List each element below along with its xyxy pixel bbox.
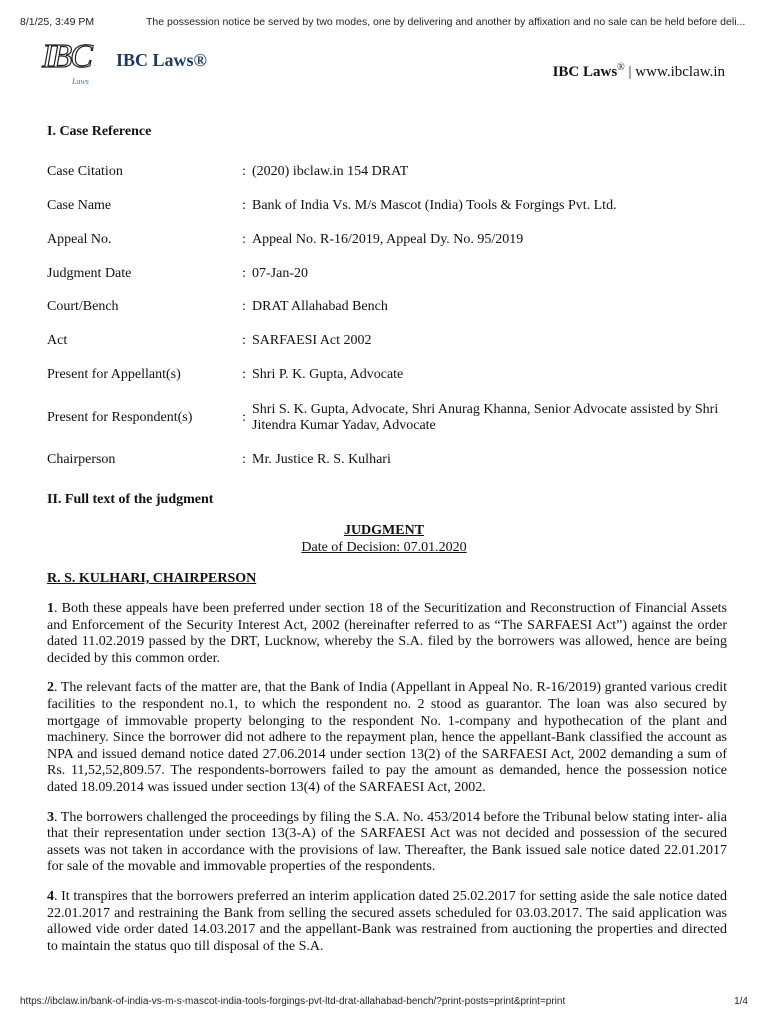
case-reference-row — [47, 452, 737, 468]
logo-name: IBC Laws® — [116, 50, 207, 70]
row-colon: : — [242, 232, 246, 247]
row-colon: : — [242, 198, 246, 213]
section-heading-case-reference: I. Case Reference — [47, 124, 152, 139]
row-colon: : — [242, 452, 246, 467]
row-label: Chairperson — [47, 452, 116, 467]
row-label: Judgment Date — [47, 266, 132, 281]
row-label: Court/Bench — [47, 299, 119, 314]
para-text: . It transpires that the borrowers preferred an interim application dated 25.02.2017 for setting aside the sale notice dated 22.01.2017 and restraining the Bank from selling the secured assets scheduled for 03.03.2017. The said application was allowed vide order dated 14.03.2017 and the appellant-Bank was restrained from auctioning the properties and directed to maintain the status quo till disposal of the S.A. — [47, 888, 727, 954]
decision-date: Date of Decision: 07.01.2020 — [301, 540, 467, 555]
para-text: . The relevant facts of the matter are, that the Bank of India (Appellant in Appeal No. R-16/2019) granted various credit facilities to the respondent no.1, to which the respondent no. 2 stood as guarantor. The loan was also secured by mortgage of immovable property belonging to the respondent No. 1-company and hypothecation of the plant and machinery. Since the borrower did not adhere to the repayment plan, hence the appellant-Bank classified the account as NPA and issued demand notice dated 27.06.2014 under section 13(2) of the SARFAESI Act, 2002 demanding a sum of Rs. 11,52,52,809.57. The respondents-borrowers failed to pay the amount as demanded, hence the possession notice dated 18.09.2014 was issued under section 13(4) of the SARFAESI Act, 2002. — [47, 680, 727, 795]
para-num: 3 — [47, 809, 54, 825]
case-reference-row — [47, 198, 737, 214]
paragraph-1 — [47, 601, 727, 667]
case-reference-row — [47, 333, 737, 349]
case-reference-row — [47, 401, 737, 435]
row-value: Shri P. K. Gupta, Advocate — [252, 367, 404, 382]
row-value: Shri S. K. Gupta, Advocate, Shri Anurag Khanna, Senior Advocate assisted by Shri Jitendra Kumar Yadav, Advocate — [252, 402, 719, 433]
section-heading-full-text: II. Full text of the judgment — [47, 492, 214, 507]
row-value: 07-Jan-20 — [252, 266, 308, 281]
author-heading: R. S. KULHARI, CHAIRPERSON — [47, 571, 257, 586]
site-brand — [553, 62, 725, 81]
row-value: Appeal No. R-16/2019, Appeal Dy. No. 95/2019 — [252, 232, 524, 247]
paragraph-3 — [47, 810, 727, 876]
row-label: Act — [47, 333, 68, 348]
para-num: 2 — [47, 680, 54, 696]
site-brand-name: IBC Laws — [552, 64, 618, 80]
case-reference-row — [47, 299, 737, 315]
row-value: DRAT Allahabad Bench — [252, 299, 388, 314]
footer-url: https://ibclaw.in/bank-of-india-vs-m-s-mascot-india-tools-forgings-pvt-ltd-drat-allahabad-bench/?print-posts=print&print=print — [20, 996, 566, 1007]
row-colon: : — [242, 164, 246, 179]
case-reference-row — [47, 164, 737, 180]
row-label: Appeal No. — [47, 232, 112, 247]
row-colon: : — [242, 299, 246, 314]
row-label: Present for Appellant(s) — [47, 367, 181, 382]
ibc-laws-logo — [42, 40, 212, 90]
row-value: (2020) ibclaw.in 154 DRAT — [252, 164, 409, 179]
reg-mark: ® — [617, 62, 625, 73]
para-text: . The borrowers challenged the proceedings by filing the S.A. No. 453/2014 before the Tribunal below stating inter- alia that their representation under section 13(3-A) of the SARFAESI Act was not decided and possession of the secured assets was not taken in accordance with the provisions of law. Thereafter, the Bank issued sale notice dated 22.01.2017 for sale of the movable and immovable properties of the respondents. — [47, 809, 727, 875]
print-title: The possession notice be served by two modes, one by delivering and another by affixation and no sale can be held before deli... — [146, 16, 746, 28]
site-url[interactable]: www.ibclaw.in — [635, 64, 725, 80]
paragraph-2 — [47, 680, 727, 796]
row-label: Case Name — [47, 198, 112, 213]
para-text: . Both these appeals have been preferred under section 18 of the Securitization and Reconstruction of Financial Assets and Enforcement of the Security Interest Act, 2002 (hereinafter referred to as “The SARFAESI Act”) against the order dated 11.02.2019 passed by the DRT, Lucknow, whereby the S.A. filed by the borrowers was allowed, hence are being decided by this common order. — [47, 601, 727, 666]
row-label: Present for Respondent(s) — [47, 410, 193, 425]
paragraph-4 — [47, 889, 727, 955]
row-value: Bank of India Vs. M/s Mascot (India) Tools & Forgings Pvt. Ltd. — [252, 198, 617, 213]
row-colon: : — [242, 410, 246, 425]
row-value: SARFAESI Act 2002 — [252, 333, 372, 348]
page-number: 1/4 — [734, 996, 748, 1007]
print-datetime: 8/1/25, 3:49 PM — [20, 16, 95, 28]
row-value: Mr. Justice R. S. Kulhari — [252, 452, 391, 467]
separator: | — [624, 64, 636, 80]
judgment-body — [47, 601, 727, 968]
logo-mark: IBC — [42, 38, 91, 75]
row-colon: : — [242, 333, 246, 348]
case-reference-row — [47, 232, 737, 248]
row-colon: : — [242, 266, 246, 281]
case-reference-row — [47, 367, 737, 383]
logo-sub: Laws — [72, 77, 89, 86]
para-num: 4 — [47, 888, 54, 904]
para-num: 1 — [47, 601, 54, 616]
judgment-title: JUDGMENT — [343, 523, 425, 538]
case-reference-row — [47, 266, 737, 282]
row-colon: : — [242, 367, 246, 382]
row-label: Case Citation — [47, 164, 123, 179]
